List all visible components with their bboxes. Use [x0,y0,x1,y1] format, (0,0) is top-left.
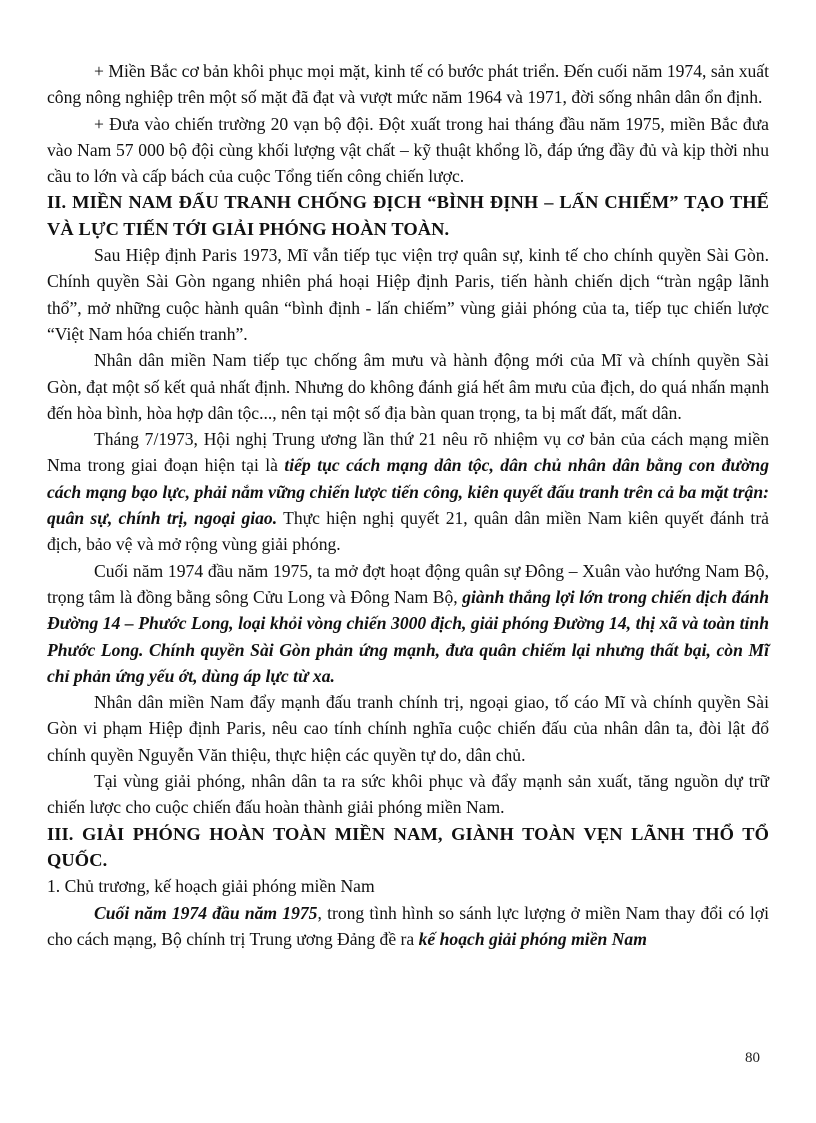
subsection-heading-1: 1. Chủ trương, kế hoạch giải phóng miền Nam [47,876,375,897]
paragraph-phuoc-long [47,558,769,689]
paragraph-southern-people: Nhân dân miền Nam tiếp tục chống âm mưu và hành động mới của Mĩ và chính quyền Sài Gòn, đạt một số kết quả nhất định. Nhưng do không đánh giá hết âm mưu của địch, do quá nhấn mạnh đến hòa bình, hòa hợp dân tộc..., nên tại một số địa bàn quan trọng, ta bị mất đất, mất dân. [47,350,769,423]
emphasis-text: kế hoạch giải phóng miền Nam [418,928,647,949]
page-body [47,58,769,952]
page-number: 80 [745,1050,760,1066]
paragraph-political-struggle: Nhân dân miền Nam đẩy mạnh đấu tranh chính trị, ngoại giao, tố cáo Mĩ và chính quyền Sài Gòn vi phạm Hiệp định Paris, nêu cao tính chính nghĩa cuộc chiến đấu của nhân dân ta, đòi lật đổ chính quyền Nguyễn Văn thiệu, thực hiện các quyền tự do, dân chủ. [47,692,769,765]
emphasis-text: giành thắng lợi lớn trong chiến dịch đánh Đường 14 – Phước Long, loại khỏi vòng chiến 3000 địch, giải phóng Đường 14, thị xã và toàn tỉnh Phước Long. Chính quyền Sài Gòn phản ứng mạnh, đưa quân chiếm lại nhưng thất bại, còn Mĩ chỉ phản ứng yếu ớt, dùng áp lực từ xa. [47,586,769,686]
paragraph-north-recovery: + Miền Bắc cơ bản khôi phục mọi mặt, kinh tế có bước phát triển. Đến cuối năm 1974, sản xuất công nông nghiệp trên một số mặt đã đạt và vượt mức năm 1964 và 1971, đời sống nhân dân ổn định. [47,61,769,108]
text-run: Cuối năm 1974 đầu năm 1975, ta mở đợt hoạt động quân sự Đông – Xuân vào hướng Nam Bộ, trọng tâm là đồng bằng sông Cửu Long và Đông Nam Bộ, [47,560,769,607]
text-run: Thực hiện nghị quyết 21, quân dân miền Nam kiên quyết đánh trả địch, bảo vệ và mở rộng vùng giải phóng. [47,508,769,555]
text-run: Tháng 7/1973, Hội nghị Trung ương lần thứ 21 nêu rõ nhiệm vụ cơ bản của cách mạng miền Nma trong giai đoạn hiện tại là [47,429,769,476]
paragraph-conference-21 [47,426,769,557]
emphasis-text: tiếp tục cách mạng dân tộc, dân chủ nhân dân bằng con đường cách mạng bạo lực, phải nắm vững chiến lược tiến công, kiên quyết đấu tranh trên cả ba mặt trận: quân sự, chính trị, ngoại giao. [47,455,769,529]
text-run: , trong tình hình so sánh lực lượng ở miền Nam thay đổi có lợi cho cách mạng, Bộ chính trị Trung ương Đảng đề ra [47,902,770,949]
section-heading-iii: III. GIẢI PHÓNG HOÀN TOÀN MIỀN NAM, GIÀNH TOÀN VẸN LÃNH THỔ TỔ QUỐC. [47,823,769,870]
paragraph-liberated-zone: Tại vùng giải phóng, nhân dân ta ra sức khôi phục và đẩy mạnh sản xuất, tăng nguồn dự trữ chiến lược cho cuộc chiến đấu hoàn thành giải phóng miền Nam. [47,771,769,818]
paragraph-plan [47,900,769,953]
section-heading-ii: II. MIỀN NAM ĐẤU TRANH CHỐNG ĐỊCH “BÌNH ĐỊNH – LẤN CHIẾM” TẠO THẾ VÀ LỰC TIẾN TỚI GIẢI PHÓNG HOÀN TOÀN. [47,192,769,239]
paragraph-troops: + Đưa vào chiến trường 20 vạn bộ đội. Đột xuất trong hai tháng đầu năm 1975, miền Bắc đưa vào Nam 57 000 bộ đội cùng khối lượng vật chất – kỹ thuật khổng lồ, đáp ứng đầy đủ và kịp thời nhu cầu to lớn và cấp bách của cuộc Tổng tiến công chiến lược. [47,113,769,187]
emphasis-text: Cuối năm 1974 đầu năm 1975 [94,902,318,923]
paragraph-paris-agreement: Sau Hiệp định Paris 1973, Mĩ vẫn tiếp tục viện trợ quân sự, kinh tế cho chính quyền Sài Gòn. Chính quyền Sài Gòn ngang nhiên phá hoại Hiệp định Paris, tiến hành chiến dịch “tràn ngập lãnh thổ”, mở những cuộc hành quân “bình định - lấn chiếm” vùng giải phóng của ta, tiếp tục chiến lược “Việt Nam hóa chiến tranh”. [47,245,769,344]
